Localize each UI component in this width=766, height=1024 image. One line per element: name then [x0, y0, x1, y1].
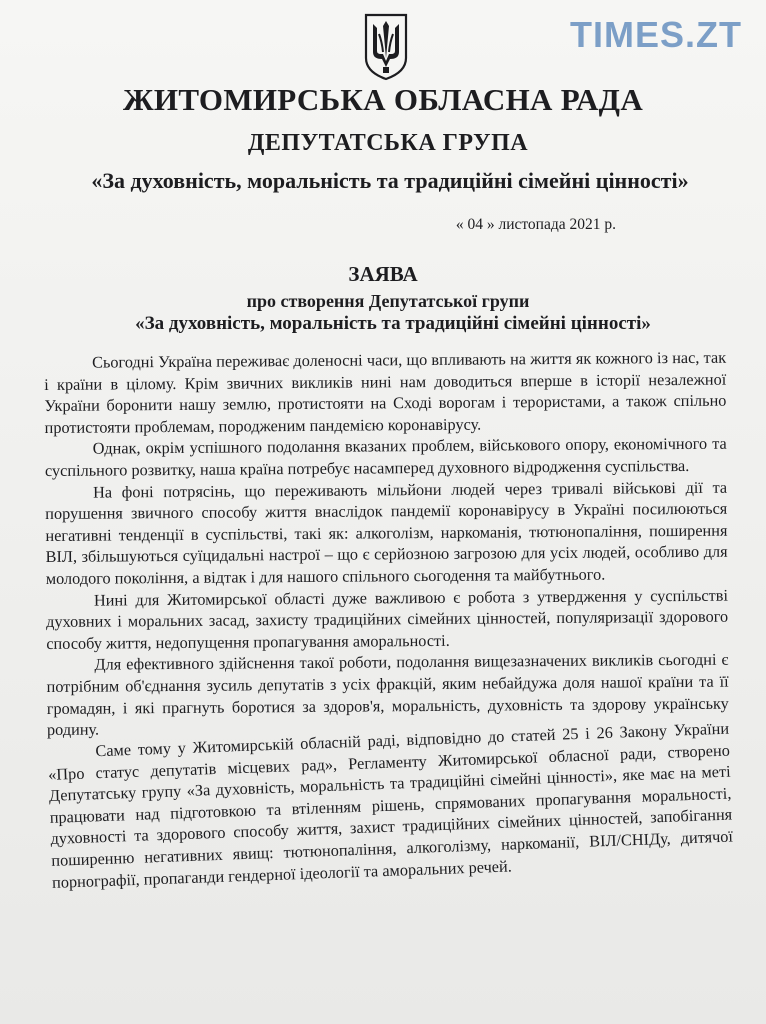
paragraph-5: Для ефективного здійснення такої роботи, подолання вищезазначених викликів сьогодні є потрібним об'єднання зусиль депутатів з усіх фракцій, яким небайдужа доля нашої країни та її громадян, і які прагнуть боротися за здоров'я, моральність, духовність та здорову українську родину.	[46, 649, 729, 740]
council-heading: ЖИТОМИРСЬКА ОБЛАСНА РАДА	[122, 82, 644, 117]
paragraph-3: На фоні потрясінь, що переживають мільйони людей через тривалі військові дії та порушення звичного способу життя внаслідок пандемії коронавірусу в Україні посилюються негативні тенденції в суспільстві, такі як: алкоголізм, наркоманія, тютюнопаління, поширення ВІЛ, збільшуються суїцидальні настрої – що є серйозною загрозою для усіх людей, особливо для молодого покоління, а відтак і для нашого спільного сьогодення та майбутнього.	[45, 477, 728, 588]
document-date: « 04 » листопада 2021 р.	[455, 216, 616, 233]
statement-subtitle-name: «За духовність, моральність та традиційні сімейні цінності»	[135, 313, 651, 334]
paragraph-2: Однак, окрім успішного подолання вказаних проблем, військового опору, економічного та суспільного розвитку, наша країна потребує насамперед духовного відродження суспільства.	[44, 434, 727, 480]
statement-subtitle: про створення Депутатської групи	[246, 291, 530, 311]
paragraph-4: Нині для Житомирської області дуже важливою є робота з утвердження у суспільстві духовних і моральних засад, захисту традиційних сімейних цінностей, популяризації здорового способу життя, недопущення пропагування аморальності.	[46, 585, 729, 653]
times-zt-watermark: TIMES.ZT	[570, 14, 742, 55]
statement-body	[44, 347, 734, 893]
group-name-heading: «За духовність, моральність та традиційні сімейні цінності»	[91, 168, 689, 193]
paragraph-6: Саме тому у Житомирській обласній раді, відповідно до статей 25 і 26 Закону України «Про статус депутатів місцевих рад», Регламенту Житомирської обласної ради, створено Депутатську групу «За духовність, моральність та традиційні сімейні цінності», яке має на меті працювати над підготовкою та втіленням рішень, спрямованих пропагування моральності, духовності та здорового способу життя, захист традиційних сімейних цінностей, запобігання поширенню негативних явищ: тютюнопаління, алкоголізму, наркоманії, ВІЛ/СНІДу, дитячої порнографії, пропаганди гендерної ідеології та аморальних речей.	[47, 718, 734, 892]
trident-coat-of-arms-icon	[362, 12, 410, 82]
paragraph-1: Сьогодні Україна переживає доленосні часи, що впливають на життя як кожного із нас, так і країни в цілому. Крім звичних викликів нині нам доводиться вперше в історії незалежної України боронити нашу землю, протистояти на Сході ворогам і терористами, а також спільно протистояти проблемам, породженим пандемією коронавірусу.	[44, 347, 727, 437]
group-heading: ДЕПУТАТСЬКА ГРУПА	[247, 130, 529, 156]
statement-title: ЗАЯВА	[348, 262, 418, 286]
